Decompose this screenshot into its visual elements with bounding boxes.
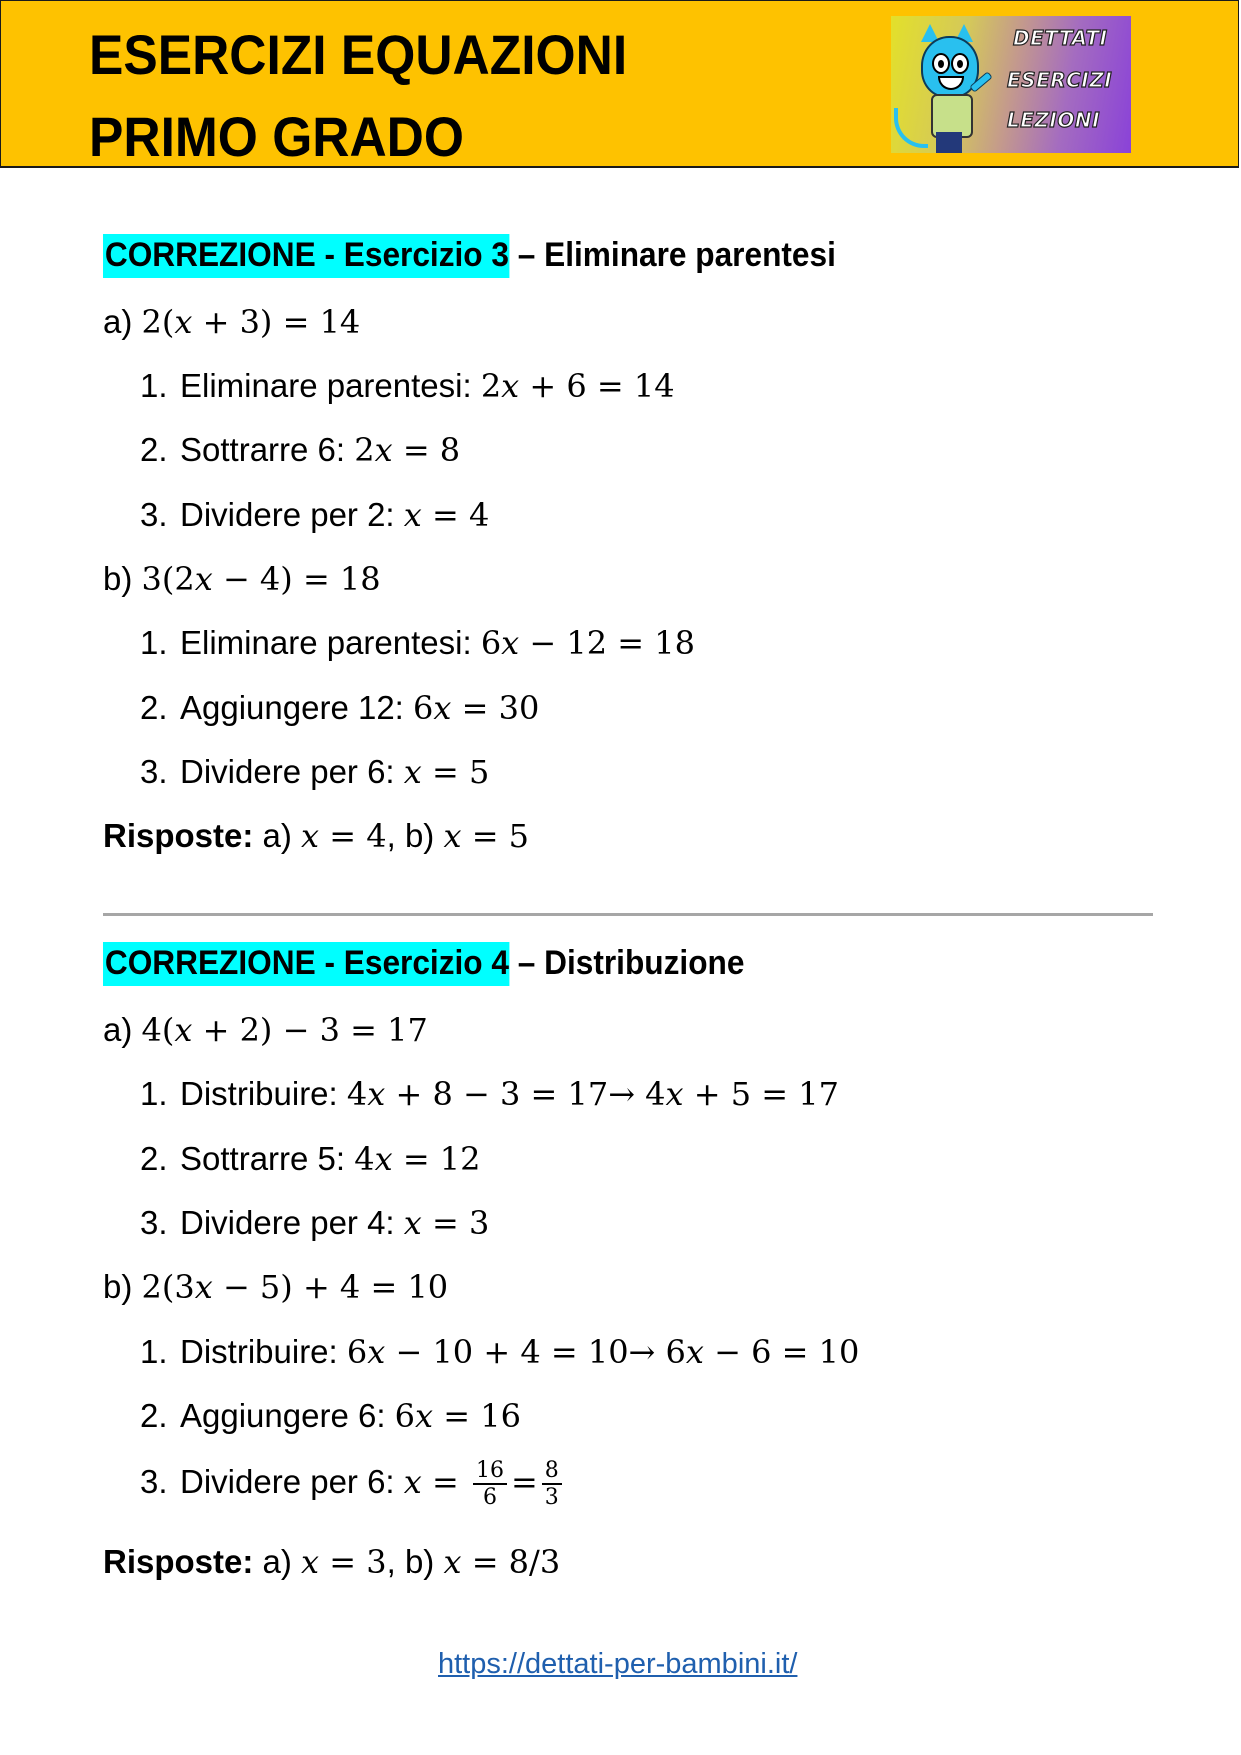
step-number: 3. (140, 1204, 168, 1241)
logo-text-esercizi: ESERCIZI (1007, 68, 1113, 92)
answer-a: x = 3 (301, 1543, 387, 1581)
step (140, 431, 460, 469)
step-number: 2. (140, 1397, 168, 1434)
step-math: x = 3 (403, 1204, 490, 1242)
step-text: Dividere per 6: (180, 1463, 404, 1501)
step-math: x = 4 (403, 496, 490, 534)
section-subtitle: – Eliminare parentesi (508, 236, 836, 274)
problem-label: a) (103, 303, 133, 340)
step-text: Sottrarre 6: (180, 431, 355, 468)
problem-label: b) (103, 560, 133, 597)
cat-tail (894, 108, 928, 148)
step-math: 4x = 12 (354, 1140, 481, 1178)
step-number: 1. (140, 367, 168, 404)
step (140, 496, 489, 534)
step-text: Eliminare parentesi: (180, 624, 481, 661)
step-math: 6x = 30 (413, 689, 540, 727)
cat-eye-left (932, 53, 950, 74)
step-number: 3. (140, 1463, 168, 1501)
cat-pants (936, 132, 962, 153)
section-divider (103, 913, 1153, 916)
step-text: Dividere per 2: (180, 496, 404, 533)
step-text: Aggiungere 12: (180, 689, 414, 726)
problem-equation: 3(2x − 4) = 18 (141, 560, 381, 598)
step (140, 689, 539, 727)
problem-a (103, 303, 360, 341)
problem-equation: 2(3x − 5) + 4 = 10 (141, 1268, 449, 1306)
problem-label: b) (103, 1268, 133, 1305)
site-logo (891, 16, 1131, 153)
website-link[interactable]: https://dettati-per-bambini.it/ (438, 1648, 798, 1680)
answer-b-label: , b) (386, 817, 444, 854)
problem-b (103, 1268, 448, 1306)
step (140, 1397, 521, 1435)
step-math: x = (403, 1463, 469, 1502)
fraction (542, 1458, 562, 1511)
section-title-esercizio-4 (103, 944, 744, 983)
equals-sign: = (510, 1463, 538, 1502)
page-header (0, 0, 1239, 168)
answer-b: x = 5 (443, 817, 530, 855)
step-text: Eliminare parentesi: (180, 367, 481, 404)
step-number: 3. (140, 496, 168, 533)
step-math: 4x + 8 − 3 = 17→ 4x + 5 = 17 (346, 1075, 839, 1113)
step (140, 624, 695, 662)
step (140, 1075, 839, 1113)
step-math: x = 5 (403, 753, 490, 791)
answers (103, 1543, 560, 1581)
step-text: Aggiungere 6: (180, 1397, 395, 1434)
step (140, 1333, 859, 1371)
answers (103, 817, 529, 855)
problem-equation: 4(x + 2) − 3 = 17 (141, 1011, 428, 1049)
step-math: 2x = 8 (354, 431, 461, 469)
answers-label: Risposte: (103, 817, 254, 854)
answer-a-label: a) (253, 1543, 302, 1580)
problem-equation: 2(x + 3) = 14 (141, 303, 361, 341)
step-text: Distribuire: (180, 1333, 347, 1370)
fraction (473, 1458, 507, 1511)
answer-a: x = 4 (301, 817, 387, 855)
fraction-denominator: 3 (544, 1485, 559, 1511)
cat-eye-right (951, 53, 969, 74)
step-number: 2. (140, 689, 168, 726)
answer-b-label: , b) (386, 1543, 444, 1580)
answer-a-label: a) (253, 817, 302, 854)
section-title-esercizio-3 (103, 236, 836, 275)
logo-text-dettati: DETTATI (1013, 26, 1108, 50)
fraction-numerator: 8 (542, 1458, 562, 1485)
answers-label: Risposte: (103, 1543, 254, 1580)
page-title-line-2: PRIMO GRADO (89, 105, 464, 168)
step-math: 6x − 12 = 18 (480, 624, 695, 662)
step-text: Sottrarre 5: (180, 1140, 355, 1177)
step-number: 1. (140, 624, 168, 661)
step (140, 753, 489, 791)
problem-label: a) (103, 1011, 133, 1048)
logo-text-lezioni: LEZIONI (1007, 108, 1101, 132)
fraction-numerator: 16 (473, 1458, 507, 1485)
step-number: 2. (140, 431, 168, 468)
step-number: 1. (140, 1333, 168, 1370)
step-math: 6x = 16 (394, 1397, 521, 1435)
section-highlight: CORREZIONE - Esercizio 3 (103, 234, 509, 278)
step-text: Distribuire: (180, 1075, 347, 1112)
step-math: 2x + 6 = 14 (480, 367, 675, 405)
page-title-line-1: ESERCIZI EQUAZIONI (89, 23, 628, 86)
step-number: 1. (140, 1075, 168, 1112)
cat-mouth (938, 76, 964, 90)
step (140, 1458, 566, 1511)
step (140, 1204, 489, 1242)
answer-b: x = 8/3 (443, 1543, 561, 1581)
step-number: 2. (140, 1140, 168, 1177)
section-highlight: CORREZIONE - Esercizio 4 (103, 942, 509, 986)
section-subtitle: – Distribuzione (508, 944, 745, 982)
problem-a (103, 1011, 428, 1049)
step-math: 6x − 10 + 4 = 10→ 6x − 6 = 10 (346, 1333, 860, 1371)
fraction-denominator: 6 (482, 1485, 497, 1511)
step-text: Dividere per 6: (180, 753, 404, 790)
step-text: Dividere per 4: (180, 1204, 404, 1241)
problem-b (103, 560, 381, 598)
step-number: 3. (140, 753, 168, 790)
step (140, 1140, 481, 1178)
step (140, 367, 675, 405)
